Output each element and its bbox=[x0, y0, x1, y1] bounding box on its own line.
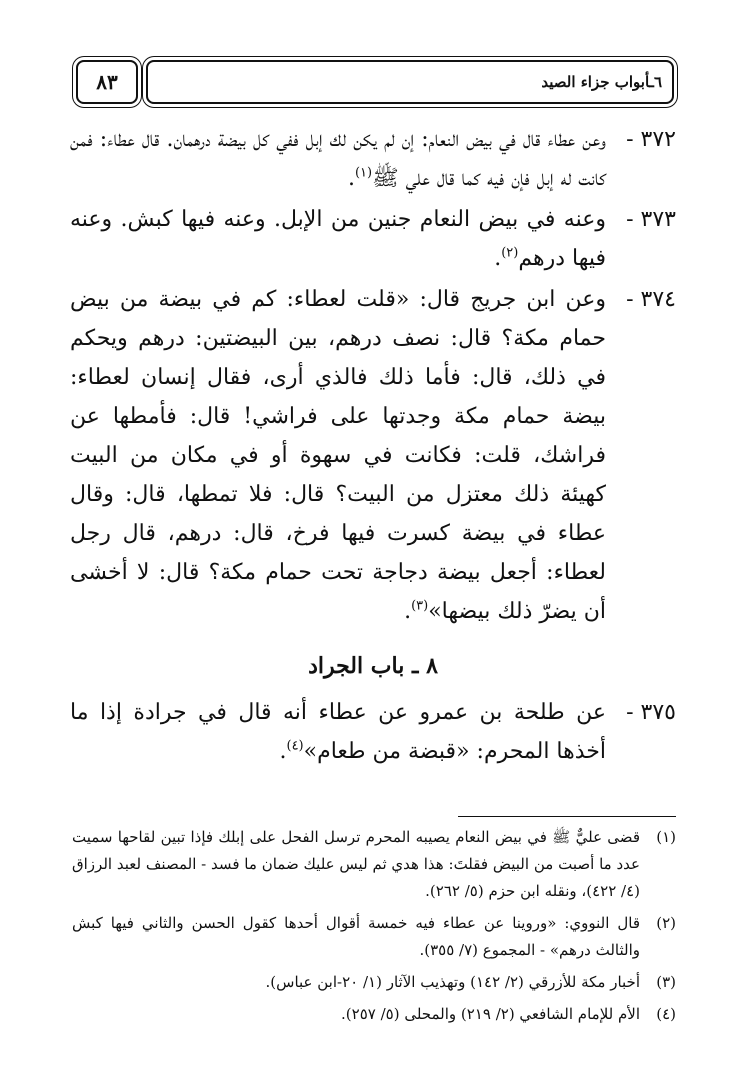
entry-body: عن طلحة بن عمرو عن عطاء أنه قال في جرادة إذا ما أخذها المحرم: «قبضة من طعام» bbox=[70, 700, 606, 764]
footnote-number: (٤) bbox=[656, 1005, 676, 1023]
page-number-box bbox=[76, 60, 138, 104]
entry-text: وعن ابن جريج قال: «قلت لعطاء: كم في بيضة من بيض حمام مكة؟ قال: نصف درهم، بين البيضتين: درهم ويحكم في ذلك، قال: فأما ذلك فالذي أرى، فقال إنسان لعطاء: بيضة حمام مكة وجدتها على فراشي! قال: فأمطها عن فراشك، قلت: فكانت في سهوة أو في مكان من البيت كهيئة ذلك معتزل من البيت؟ قال: فلا تمطها، قال: وقال عطاء في بيضة كسرت فيها فرخ، قال: درهم، قال رجل لعطاء: أجعل بيضة دجاجة تحت حمام مكة؟ قال: لا أخشى أن يضرّ ذلك بيضها»$^{(٣)}$. bbox=[70, 287, 607, 624]
footnote-3 bbox=[72, 969, 676, 996]
page-number: ٨٣ bbox=[96, 70, 118, 94]
entry-number: ٣٧٣ - bbox=[626, 207, 676, 232]
footnote-4 bbox=[72, 1001, 676, 1028]
entry-372 bbox=[70, 120, 676, 198]
footnote-ref: (٤) bbox=[286, 738, 304, 754]
main-text bbox=[70, 120, 676, 773]
entry-text: وعنه في بيض النعام جنين من الإبل. وعنه فيها كبش. وعنه فيها درهم$^{(٢)}$. bbox=[70, 207, 606, 271]
chapter-title-box bbox=[146, 60, 674, 104]
chapter-title: ٦ـأبواب جزاء الصيد bbox=[541, 73, 662, 91]
entry-number: ٣٧٢ - bbox=[626, 127, 676, 152]
footnote-ref: (٣) bbox=[411, 598, 429, 614]
entry-text: وعن عطاء قال في بيض النعام: إن لم يكن لك إبل ففي كل بيضة درهمان. قال عطاء: فمن كانت له إبل فإن فيه كما قال علي ﷺ$^{(١)}$. bbox=[70, 127, 606, 191]
entry-373 bbox=[70, 200, 676, 278]
entry-number: ٣٧٥ - bbox=[626, 700, 676, 725]
footnote-1 bbox=[72, 824, 676, 905]
section-heading: ٨ ـ باب الجراد bbox=[308, 653, 438, 679]
footnotes bbox=[72, 824, 676, 1033]
footnote-number: (١) bbox=[656, 828, 676, 846]
entry-text: عن طلحة بن عمرو عن عطاء أنه قال في جرادة إذا ما أخذها المحرم: «قبضة من طعام»$^{(٤)}$. bbox=[70, 700, 606, 764]
footnote-text: أخبار مكة للأزرقي (٢/ ١٤٢) وتهذيب الآثار (١/ ٢٠-ابن عباس). bbox=[265, 973, 640, 991]
footnote-number: (٣) bbox=[656, 973, 676, 991]
footnote-text: الأم للإمام الشافعي (٢/ ٢١٩) والمحلى (٥/ ٢٥٧). bbox=[341, 1005, 640, 1023]
entry-number: ٣٧٤ - bbox=[626, 287, 676, 312]
entry-body: وعنه في بيض النعام جنين من الإبل. وعنه فيها كبش. وعنه فيها درهم bbox=[70, 207, 606, 271]
footnote-text: قال النووي: «وروينا عن عطاء فيه خمسة أقوال أحدها كقول الحسن والثاني فيها كبش والثالث درهم» - المجموع (٧/ ٣٥٥). bbox=[72, 914, 640, 959]
footnote-text: قضى عليٌّ ﷺ في بيض النعام يصيبه المحرم ترسل الفحل على إبلك فإذا تبين لقاحها سميت عدد ما أصبت من البيض فقلتَ: هذا هدي ثم ليس عليك ضمان ما فسد - المصنف لعبد الرزاق (٤/ ٤٢٢)، ونقله ابن حزم (٥/ ٢٦٢). bbox=[72, 828, 640, 900]
entry-body: وعن ابن جريج قال: «قلت لعطاء: كم في بيضة من بيض حمام مكة؟ قال: نصف درهم، بين البيضتين: درهم ويحكم في ذلك، قال: فأما ذلك فالذي أرى، فقال إنسان لعطاء: بيضة حمام مكة وجدتها على فراشي! قال: فأمطها عن فراشك، قلت: فكانت في سهوة أو في مكان من البيت كهيئة ذلك معتزل من البيت؟ قال: فلا تمطها، قال: وقال عطاء في بيضة كسرت فيها فرخ، قال: درهم، قال رجل لعطاء: أجعل بيضة دجاجة تحت حمام مكة؟ قال: لا أخشى أن يضرّ ذلك بيضها» bbox=[70, 287, 607, 624]
entry-body: وعن عطاء قال في بيض النعام: إن لم يكن لك إبل ففي كل بيضة درهمان. قال عطاء: فمن كانت له إبل فإن فيه كما قال علي ﷺ bbox=[70, 127, 606, 191]
footnote-number: (٢) bbox=[656, 914, 676, 932]
entry-375 bbox=[70, 693, 676, 771]
entry-374 bbox=[70, 280, 676, 631]
footnote-ref: (١) bbox=[354, 165, 373, 181]
footnote-divider bbox=[458, 816, 676, 817]
footnote-ref: (٢) bbox=[501, 245, 519, 261]
footnote-2 bbox=[72, 910, 676, 964]
page-header bbox=[76, 60, 674, 104]
